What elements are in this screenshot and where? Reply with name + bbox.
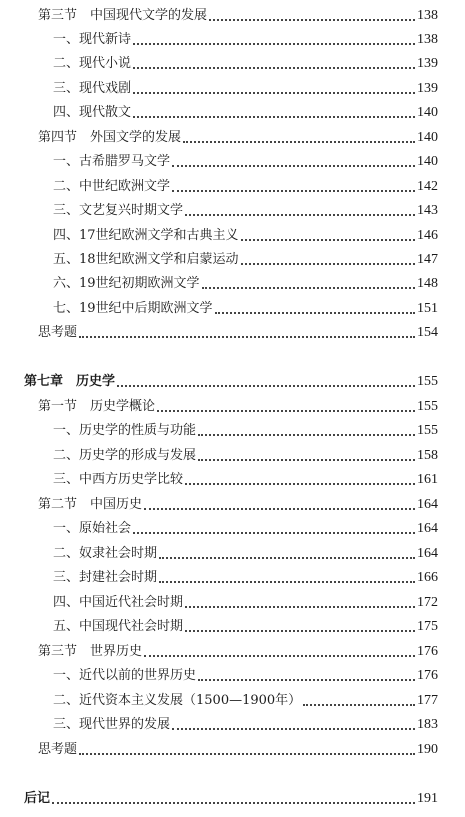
- toc-page-number: 142: [417, 179, 438, 194]
- toc-page-number: 155: [417, 374, 438, 389]
- toc-page-number: 158: [417, 448, 438, 463]
- dot-leader: [133, 116, 415, 118]
- dot-leader: [185, 630, 415, 632]
- toc-entry-item[interactable]: [53, 713, 438, 733]
- dot-leader: [209, 19, 415, 21]
- toc-entry-item[interactable]: [53, 272, 438, 292]
- toc-entry-label: 三、现代戏剧: [53, 81, 132, 96]
- toc-entry-item[interactable]: [53, 297, 438, 317]
- dot-leader: [185, 483, 415, 485]
- toc-entry-item[interactable]: [53, 101, 438, 121]
- toc-entry-chapter[interactable]: [24, 370, 438, 390]
- toc-entry-label: 二、近代资本主义发展（1500—1900年）: [53, 693, 302, 708]
- toc-page-number: 138: [417, 8, 438, 23]
- toc-entry-item[interactable]: [53, 248, 438, 268]
- toc-page-number: 138: [417, 32, 438, 47]
- toc-entry-label: 思考题: [38, 325, 78, 340]
- toc-entry-label: 四、中国近代社会时期: [53, 595, 184, 610]
- toc-page-number: 191: [417, 791, 438, 806]
- dot-leader: [185, 606, 415, 608]
- toc-entry-item[interactable]: [53, 615, 438, 635]
- toc-page-number: 164: [417, 546, 438, 561]
- toc-entry-section[interactable]: [38, 493, 438, 513]
- toc-entry-item[interactable]: [53, 517, 438, 537]
- toc-page-number: 139: [417, 81, 438, 96]
- toc-entry-label: 四、17世纪欧洲文学和古典主义: [53, 228, 239, 243]
- toc-entry-label: 二、历史学的形成与发展: [53, 448, 197, 463]
- toc-entry-label: 一、现代新诗: [53, 32, 132, 47]
- toc-entry-label: 七、19世纪中后期欧洲文学: [53, 301, 213, 316]
- dot-leader: [159, 557, 415, 559]
- toc-page-number: 164: [417, 521, 438, 536]
- dot-leader: [133, 43, 415, 45]
- toc-entry-label: 二、奴隶社会时期: [53, 546, 158, 561]
- toc-entry-item[interactable]: [53, 419, 438, 439]
- toc-page-number: 147: [417, 252, 438, 267]
- toc-page-number: 154: [417, 325, 438, 340]
- toc-entry-label: 五、18世纪欧洲文学和启蒙运动: [53, 252, 239, 267]
- toc-page-number: 177: [417, 693, 438, 708]
- toc-entry-item[interactable]: [53, 199, 438, 219]
- dot-leader: [172, 165, 415, 167]
- toc-entry-label: 第七章 历史学: [24, 374, 116, 389]
- toc-entry-label: 一、原始社会: [53, 521, 132, 536]
- toc-entry-item[interactable]: [53, 224, 438, 244]
- dot-leader: [133, 532, 415, 534]
- dot-leader: [52, 802, 415, 804]
- toc-entry-label: 思考题: [38, 742, 78, 757]
- toc-entry-exercises[interactable]: [38, 321, 438, 341]
- toc-page-number: 146: [417, 228, 438, 243]
- dot-leader: [79, 753, 415, 755]
- toc-page-number: 190: [417, 742, 438, 757]
- dot-leader: [185, 214, 415, 216]
- toc-entry-label: 三、文艺复兴时期文学: [53, 203, 184, 218]
- toc-entry-label: 第一节 历史学概论: [38, 399, 156, 414]
- toc-page-number: 166: [417, 570, 438, 585]
- toc-entry-section[interactable]: [38, 126, 438, 146]
- dot-leader: [198, 679, 415, 681]
- dot-leader: [144, 508, 415, 510]
- toc-entry-afterword[interactable]: [24, 787, 438, 807]
- toc-page-number: 140: [417, 105, 438, 120]
- toc-page-number: 176: [417, 644, 438, 659]
- toc-page-number: 139: [417, 56, 438, 71]
- dot-leader: [215, 312, 415, 314]
- toc-entry-item[interactable]: [53, 689, 438, 709]
- toc-entry-label: 一、古希腊罗马文学: [53, 154, 171, 169]
- toc-entry-section[interactable]: [38, 640, 438, 660]
- toc-entry-item[interactable]: [53, 566, 438, 586]
- toc-page-number: 148: [417, 276, 438, 291]
- toc-entry-item[interactable]: [53, 542, 438, 562]
- toc-page-number: 151: [417, 301, 438, 316]
- dot-leader: [241, 263, 415, 265]
- toc-entry-label: 二、中世纪欧洲文学: [53, 179, 171, 194]
- toc-entry-label: 第四节 外国文学的发展: [38, 130, 182, 145]
- toc-page-number: 140: [417, 130, 438, 145]
- toc-entry-item[interactable]: [53, 77, 438, 97]
- toc-page-number: 175: [417, 619, 438, 634]
- dot-leader: [157, 410, 415, 412]
- toc-entry-label: 三、现代世界的发展: [53, 717, 171, 732]
- toc-entry-label: 二、现代小说: [53, 56, 132, 71]
- dot-leader: [117, 385, 415, 387]
- toc-entry-item[interactable]: [53, 28, 438, 48]
- toc-page-number: 183: [417, 717, 438, 732]
- toc-entry-item[interactable]: [53, 175, 438, 195]
- toc-entry-item[interactable]: [53, 52, 438, 72]
- dot-leader: [241, 239, 415, 241]
- toc-entry-exercises[interactable]: [38, 738, 438, 758]
- toc-page-number: 176: [417, 668, 438, 683]
- toc-page-number: 164: [417, 497, 438, 512]
- dot-leader: [183, 141, 415, 143]
- dot-leader: [133, 67, 415, 69]
- toc-entry-section[interactable]: [38, 4, 438, 24]
- toc-entry-item[interactable]: [53, 591, 438, 611]
- dot-leader: [198, 434, 415, 436]
- dot-leader: [303, 704, 415, 706]
- toc-entry-label: 第三节 世界历史: [38, 644, 143, 659]
- toc-entry-item[interactable]: [53, 444, 438, 464]
- toc-entry-label: 六、19世纪初期欧洲文学: [53, 276, 200, 291]
- toc-entry-label: 三、封建社会时期: [53, 570, 158, 585]
- toc-page-number: 172: [417, 595, 438, 610]
- toc-entry-item[interactable]: [53, 664, 438, 684]
- dot-leader: [172, 728, 415, 730]
- dot-leader: [202, 287, 415, 289]
- toc-entry-label: 一、历史学的性质与功能: [53, 423, 197, 438]
- toc-entry-section[interactable]: [38, 395, 438, 415]
- dot-leader: [172, 190, 415, 192]
- toc-entry-label: 第三节 中国现代文学的发展: [38, 8, 208, 23]
- toc-page-number: 161: [417, 472, 438, 487]
- toc-entry-item[interactable]: [53, 468, 438, 488]
- dot-leader: [198, 459, 415, 461]
- dot-leader: [159, 581, 415, 583]
- toc-page-number: 155: [417, 399, 438, 414]
- toc-page-number: 143: [417, 203, 438, 218]
- toc-entry-label: 一、近代以前的世界历史: [53, 668, 197, 683]
- toc-entry-label: 三、中西方历史学比较: [53, 472, 184, 487]
- dot-leader: [133, 92, 415, 94]
- toc-page-number: 155: [417, 423, 438, 438]
- toc-entry-label: 第二节 中国历史: [38, 497, 143, 512]
- toc-entry-item[interactable]: [53, 150, 438, 170]
- toc-entry-label: 四、现代散文: [53, 105, 132, 120]
- dot-leader: [79, 336, 415, 338]
- toc-entry-label: 后记: [24, 791, 51, 806]
- toc-page-number: 140: [417, 154, 438, 169]
- dot-leader: [144, 655, 415, 657]
- toc-entry-label: 五、中国现代社会时期: [53, 619, 184, 634]
